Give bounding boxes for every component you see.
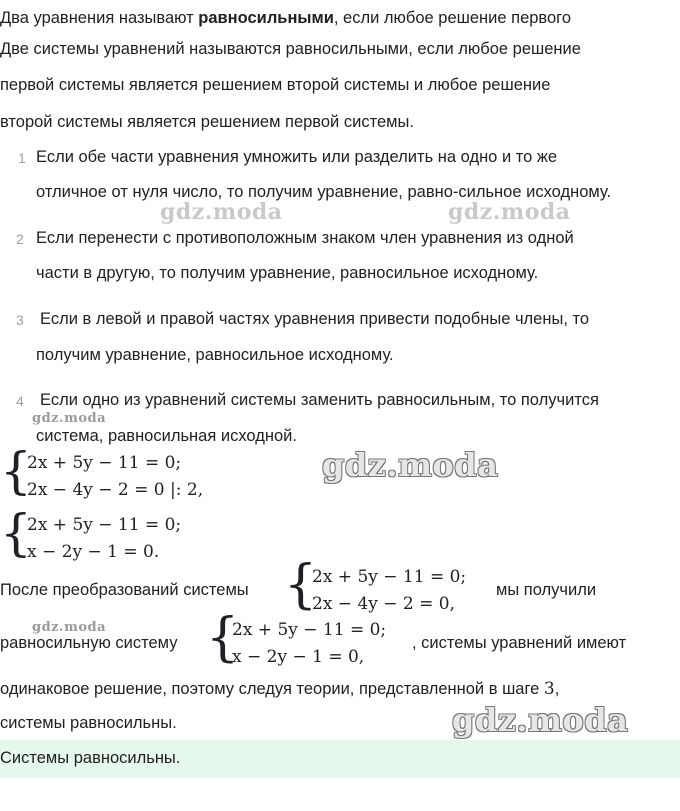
rule-number-1: 1 <box>18 150 26 166</box>
rule-4-line-1: Если одно из уравнений системы заменить равносильным, то получится <box>40 391 599 409</box>
system-1-brace-icon: { <box>0 442 32 500</box>
rule-1-line-2: отличное от нуля число, то получим уравнение, равно-сильное исходному. <box>36 183 612 201</box>
rule-3-line-1: Если в левой и правой частях уравнения привести подобные члены, то <box>40 310 590 328</box>
inline-system-1-eq-1: 2x + 5y − 11 = 0; <box>312 567 467 587</box>
inline-system-2-eq-2: x − 2y − 1 = 0, <box>232 647 365 667</box>
paragraph-text-5: одинаковое решение, поэтому следуя теории, представленной в шаге 3, <box>0 679 560 699</box>
inline-system-1-eq-2: 2x − 4y − 2 = 0, <box>312 594 456 614</box>
system-1-eq-1: 2x + 5y − 11 = 0; <box>27 453 182 473</box>
watermark: gdz.moda <box>32 620 107 635</box>
inline-system-1-brace-icon: { <box>284 555 318 615</box>
paragraph-text-4: , системы уравнений имеют <box>412 634 627 652</box>
watermark: gdz.moda <box>452 701 629 739</box>
paragraph-text-2: мы получили <box>496 581 597 599</box>
rule-4-line-2: система, равносильная исходной. <box>36 427 297 445</box>
intro-line-4: второй системы является решением первой системы. <box>0 113 414 131</box>
answer-box <box>0 740 680 778</box>
answer-text: Системы равносильны. <box>0 749 181 767</box>
rule-2-line-2: части в другую, то получим уравнение, равносильное исходному. <box>36 264 539 282</box>
rule-2-line-1: Если перенести с противоположным знаком член уравнения из одной <box>36 229 574 247</box>
rule-number-2: 2 <box>16 231 24 247</box>
rule-3-line-2: получим уравнение, равносильное исходному. <box>36 346 394 364</box>
watermark: gdz.moda <box>322 446 499 484</box>
rule-1-line-1: Если обе части уравнения умножить или разделить на одно и то же <box>36 148 558 166</box>
paragraph-text-6: системы равносильны. <box>0 714 177 732</box>
intro-line-3: первой системы является решением второй системы и любое решение <box>0 76 551 94</box>
system-2-brace-icon: { <box>0 504 32 562</box>
system-2-eq-1: 2x + 5y − 11 = 0; <box>27 515 182 535</box>
system-1-eq-2: 2x − 4y − 2 = 0 |: 2, <box>27 480 204 500</box>
watermark: gdz.moda <box>32 411 107 426</box>
system-2-eq-2: x − 2y − 1 = 0. <box>27 542 160 562</box>
watermark: gdz.moda <box>448 199 571 225</box>
paragraph-text-1: После преобразований системы <box>0 581 249 599</box>
rule-number-4: 4 <box>16 393 24 409</box>
paragraph-text-3: равносильную систему <box>0 634 178 652</box>
intro-line-2: Две системы уравнений называются равносильными, если любое решение <box>0 40 581 58</box>
intro-line-1: Два уравнения называют равносильными, если любое решение первого <box>0 9 572 27</box>
inline-system-2-brace-icon: { <box>206 608 240 668</box>
inline-system-2-eq-1: 2x + 5y − 11 = 0; <box>232 620 387 640</box>
rule-number-3: 3 <box>16 312 24 328</box>
watermark: gdz.moda <box>160 199 283 225</box>
